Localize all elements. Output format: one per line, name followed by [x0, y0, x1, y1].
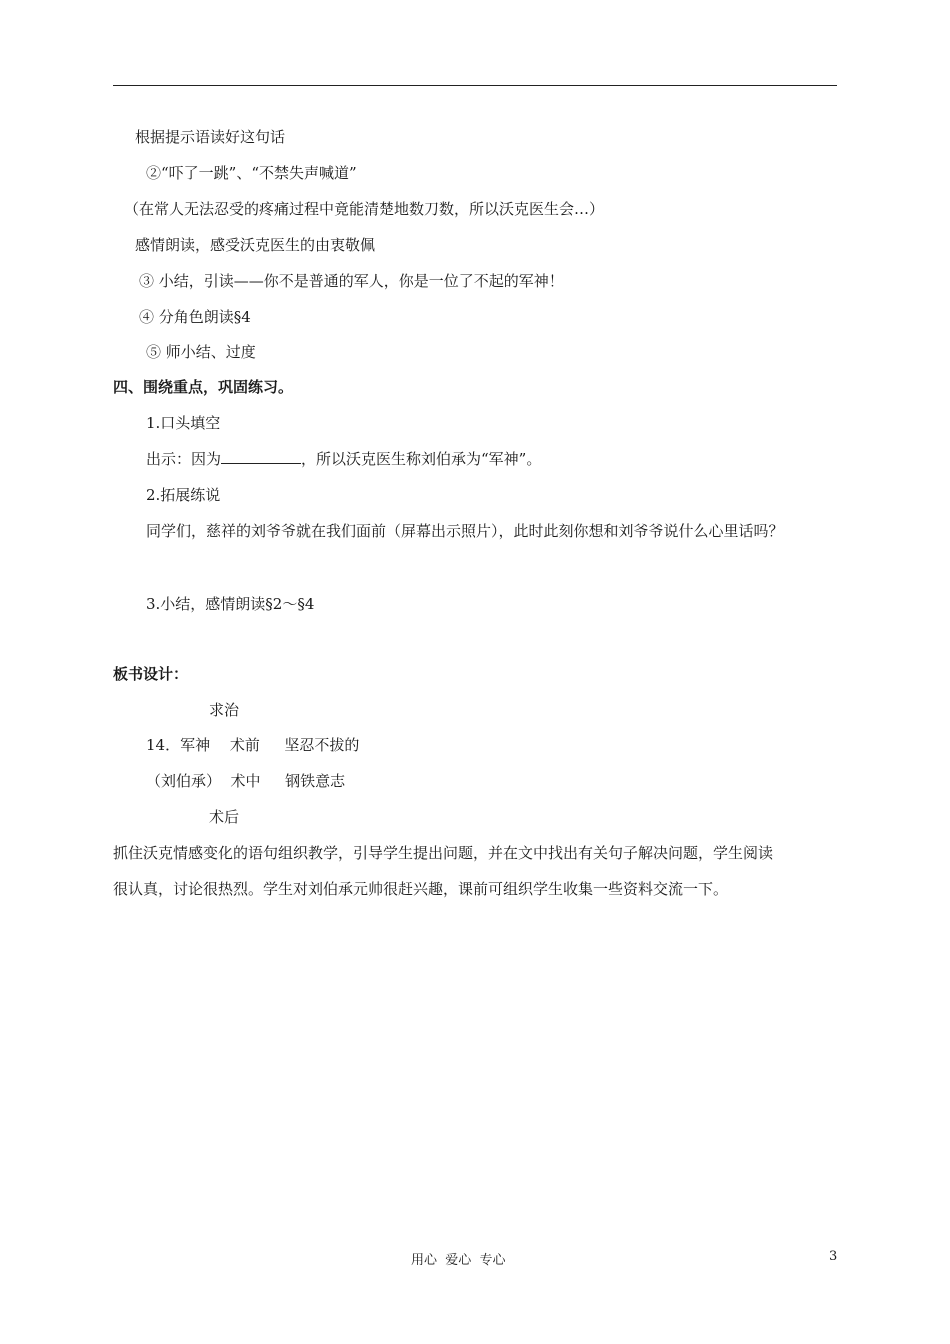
fill-in-suffix: ，所以沃克医生称刘伯承为“军神”。 [301, 450, 542, 468]
text-line: ③ 小结，引读——你不是普通的军人，你是一位了不起的军神！ [139, 272, 564, 290]
text-line: 1.口头填空 [146, 414, 221, 432]
board-line: 术后 [209, 808, 240, 826]
board-line: 14．军神 术前 坚忍不拔的 [146, 736, 360, 754]
fill-in-line [146, 449, 541, 469]
text-line: 2.拓展练说 [146, 486, 221, 504]
text-line: ④ 分角色朗读§4 [139, 308, 251, 326]
section-heading: 板书设计： [113, 665, 189, 683]
board-line: （刘伯承） 术中 钢铁意志 [146, 772, 346, 790]
board-line: 求治 [209, 701, 240, 719]
footer-motto: 用心 爱心 专心 [411, 1253, 506, 1268]
text-line: 感情朗读，感受沃克医生的由衷敬佩 [135, 236, 376, 254]
section-heading: 四、围绕重点，巩固练习。 [113, 378, 294, 396]
fill-in-blank [221, 449, 301, 464]
text-line: （在常人无法忍受的疼痛过程中竟能清楚地数刀数，所以沃克医生会…） [124, 200, 605, 218]
text-line: ⑤ 师小结、过度 [146, 343, 256, 361]
text-line: 同学们，慈祥的刘爷爷就在我们面前（屏幕出示照片），此时此刻你想和刘爷爷说什么心里话吗？ [146, 522, 784, 540]
reflection-line: 很认真，讨论很热烈。学生对刘伯承元帅很赶兴趣，课前可组织学生收集一些资料交流一下。 [113, 880, 729, 898]
reflection-line: 抓住沃克情感变化的语句组织教学，引导学生提出问题，并在文中找出有关句子解决问题，学生阅读 [113, 844, 774, 862]
text-line: ②“吓了一跳”、“不禁失声喊道” [146, 164, 357, 182]
fill-in-prefix: 出示：因为 [146, 450, 222, 468]
page-number: 3 [829, 1249, 838, 1264]
text-line: 3.小结，感情朗读§2～§4 [146, 595, 315, 613]
text-line: 根据提示语读好这句话 [135, 128, 286, 146]
header-rule [113, 85, 837, 86]
